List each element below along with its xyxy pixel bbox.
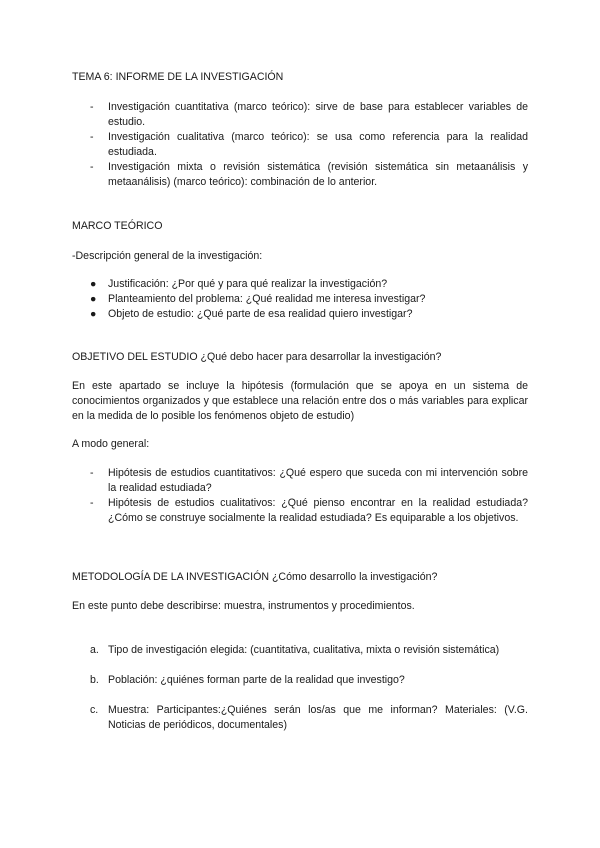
metodologia-list (72, 643, 528, 733)
list-item-text: Hipótesis de estudios cualitativos: ¿Qué pienso encontrar en la realidad estudiada? ¿Cómo se construye socialmente la realidad estudiada? Es equiparable a los objetivos. (108, 497, 528, 524)
metodologia-list-block (72, 643, 528, 733)
list-item-text: Justificación: ¿Por qué y para qué realizar la investigación? (108, 278, 388, 290)
metodologia-heading: METODOLOGÍA DE LA INVESTIGACIÓN ¿Cómo desarrollo la investigación? (72, 571, 438, 583)
dash-marker: - (90, 101, 94, 113)
tema-list (72, 100, 528, 190)
marco-heading: MARCO TEÓRICO (72, 220, 163, 232)
marco-list-block (72, 277, 528, 322)
list-item (72, 130, 528, 160)
metodologia-intro-block (72, 599, 528, 614)
list-item-text: Investigación mixta o revisión sistemática (revisión sistemática sin metaanálisis y metaanálisis) (marco teórico): combinación de lo anterior. (108, 161, 528, 188)
list-item (72, 466, 528, 496)
objetivo-list (72, 466, 528, 526)
objetivo-general: A modo general: (72, 438, 150, 450)
objetivo-list-block (72, 466, 528, 526)
letter-marker: a. (90, 644, 99, 656)
list-item (72, 307, 528, 322)
list-item-text: Objeto de estudio: ¿Qué parte de esa realidad quiero investigar? (108, 308, 413, 320)
objetivo-paragraph: En este apartado se incluye la hipótesis (formulación que se apoya en un sistema de conocimientos organizados y que establece una relación entre dos o más variables para explicar en la medida de lo posible los fenómenos objeto de estudio) (72, 380, 528, 422)
letter-marker: b. (90, 674, 99, 686)
marco-list (72, 277, 528, 322)
list-item (72, 643, 528, 658)
objetivo-section (72, 350, 528, 365)
list-item (72, 496, 528, 526)
tema-list-block (72, 100, 528, 190)
objetivo-heading: OBJETIVO DEL ESTUDIO ¿Qué debo hacer para desarrollar la investigación? (72, 351, 442, 363)
list-item (72, 703, 528, 733)
list-item (72, 160, 528, 190)
marco-section (72, 219, 528, 234)
metodologia-intro: En este punto debe describirse: muestra, instrumentos y procedimientos. (72, 600, 415, 612)
bullet-marker: ● (90, 278, 97, 290)
list-item (72, 100, 528, 130)
bullet-marker: ● (90, 308, 97, 320)
list-item (72, 673, 528, 688)
tema-heading: TEMA 6: INFORME DE LA INVESTIGACIÓN (72, 71, 284, 83)
list-item-text: Población: ¿quiénes forman parte de la realidad que investigo? (108, 674, 405, 686)
objetivo-paragraph-block (72, 379, 528, 424)
bullet-marker: ● (90, 293, 97, 305)
tema-section (72, 70, 528, 85)
list-item-text: Muestra: Participantes:¿Quiénes serán los/as que me informan? Materiales: (V.G. Noticias de periódicos, documentales) (108, 704, 528, 731)
list-item-text: Investigación cuantitativa (marco teórico): sirve de base para establecer variables de estudio. (108, 101, 528, 128)
metodologia-section (72, 570, 528, 585)
dash-marker: - (90, 467, 94, 479)
list-item (72, 292, 528, 307)
dash-marker: - (90, 131, 94, 143)
list-item-text: Tipo de investigación elegida: (cuantitativa, cualitativa, mixta o revisión sistemática) (108, 644, 500, 656)
dash-marker: - (90, 497, 94, 509)
list-item (72, 277, 528, 292)
list-item-text: Hipótesis de estudios cuantitativos: ¿Qué espero que suceda con mi intervención sobre la realidad estudiada? (108, 467, 528, 494)
list-item-text: Planteamiento del problema: ¿Qué realidad me interesa investigar? (108, 293, 426, 305)
marco-intro-block (72, 249, 528, 264)
letter-marker: c. (90, 704, 99, 716)
dash-marker: - (90, 161, 94, 173)
objetivo-general-block (72, 437, 528, 452)
marco-intro: -Descripción general de la investigación: (72, 250, 263, 262)
list-item-text: Investigación cualitativa (marco teórico): se usa como referencia para la realidad estudiada. (108, 131, 528, 158)
